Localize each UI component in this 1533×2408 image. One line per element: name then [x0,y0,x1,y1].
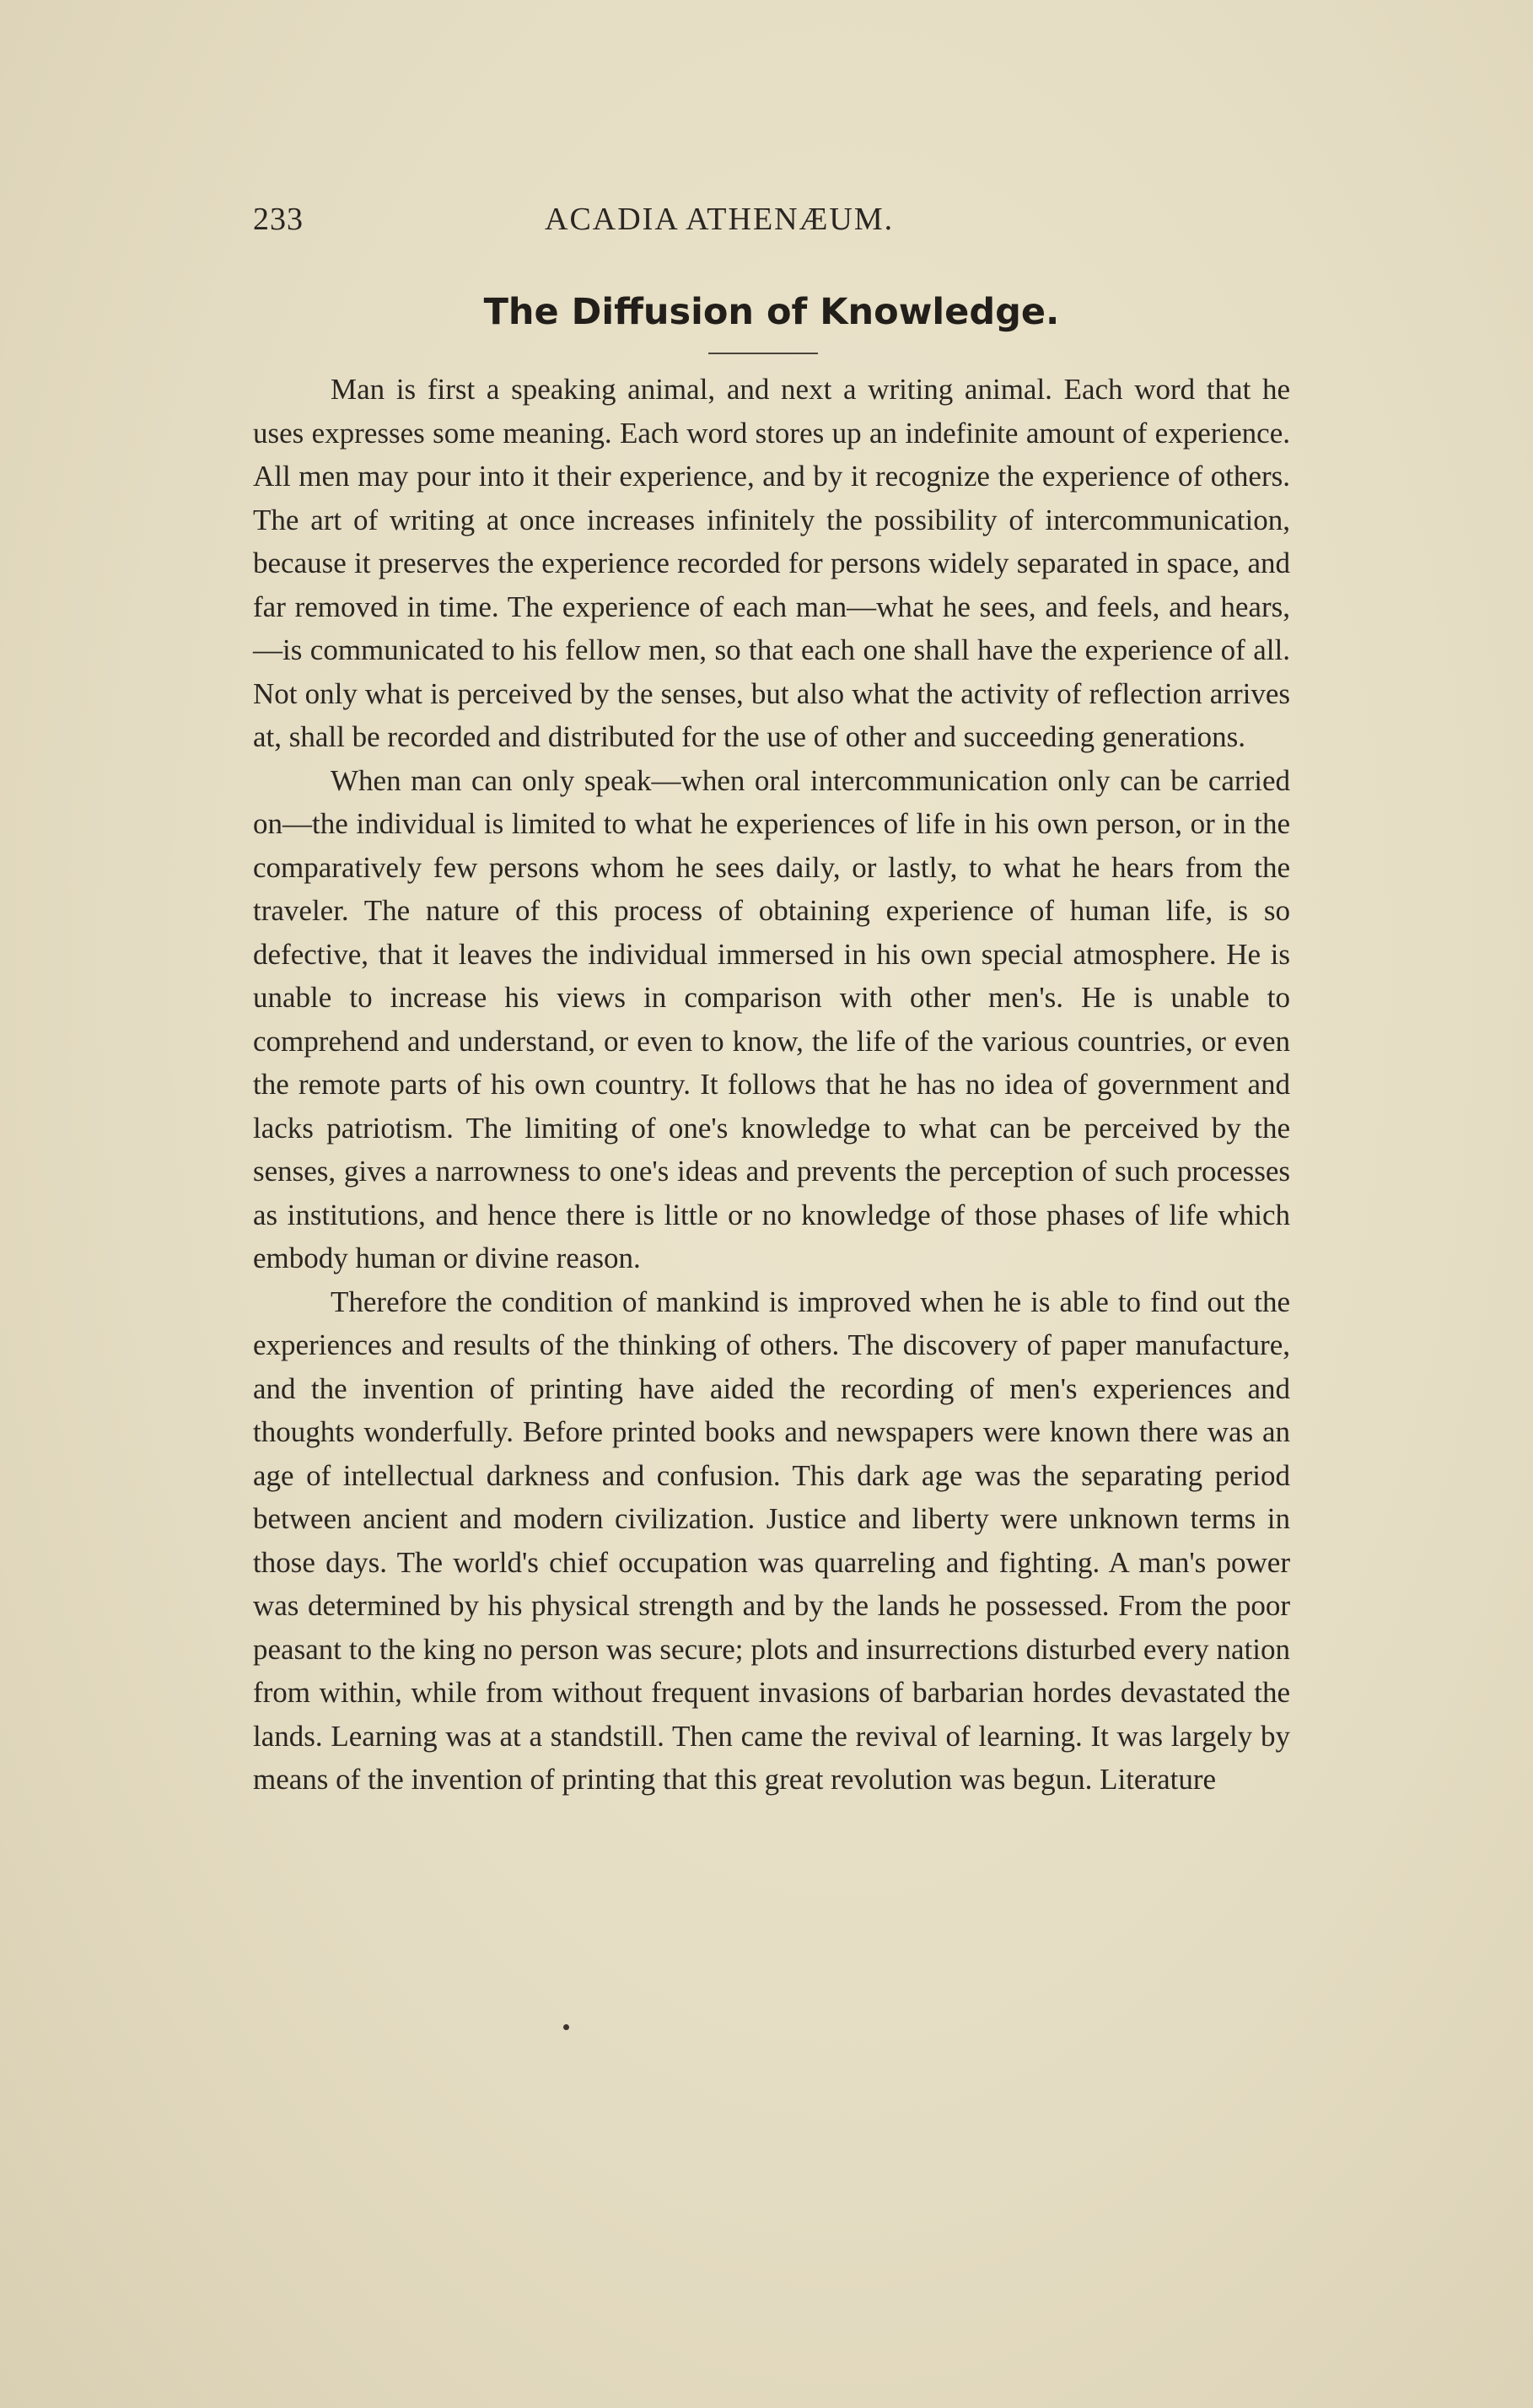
running-head [253,201,1290,243]
page-number: 233 [253,202,304,237]
paragraph: Man is first a speaking animal, and next a writing animal. Each word that he uses expresses some meaning. Each word stores up an indefinite amount of experience. All men may pour into it their experience, and by it recognize the experience of others. The art of writing at once increases infinitely the possibility of intercommunication, because it preserves the experience recorded for persons widely separated in space, and far removed in time. The experience of each man—what he sees, and feels, and hears,—is communicated to his fellow men, so that each one shall have the experience of all. Not only what is perceived by the senses, but also what the activity of reflection arrives at, shall be recorded and distributed for the use of other and succeeding generations. [253,373,1290,753]
article-title: The Diffusion of Knowledge. [483,291,1060,333]
paragraph: When man can only speak—when oral intercommunication only can be carried on—the individual is limited to what he experiences of life in his own person, or in the comparatively few persons whom he sees daily, or lastly, to what he hears from the traveler. The nature of this process of obtaining experience of human life, is so defective, that it leaves the individual immersed in his own special atmosphere. He is unable to increase his views in comparison with other men's. He is unable to comprehend and understand, or even to know, the life of the various countries, or even the remote parts of his own country. It follows that he has no idea of government and lacks patriotism. The limiting of one's knowledge to what can be perceived by the senses, gives a narrowness to one's ideas and prevents the perception of such processes as institutions, and hence there is little or no knowledge of those phases of life which embody human or divine reason. [253,763,1290,1274]
paper-speck [563,2024,569,2030]
title-rule [708,353,818,354]
journal-title: ACADIA ATHENÆUM. [545,202,895,237]
paragraph: Therefore the condition of mankind is improved when he is able to find out the experiences and results of the thinking of others. The discovery of paper manufacture, and the invention of printing have aided the recording of men's experiences and thoughts wonderfully. Before printed books and newspapers were known there was an age of intellectual darkness and confusion. This dark age was the separating period between ancient and modern civilization. Justice and liberty were unknown terms in those days. The world's chief occupation was quarreling and fighting. A man's power was determined by his physical strength and by the lands he possessed. From the poor peasant to the king no person was secure; plots and insurrections disturbed every nation from within, while from without frequent invasions of barbarian hordes devastated the lands. Learning was at a standstill. Then came the revival of learning. It was largely by means of the invention of printing that this great revolution was begun. Literature [253,1285,1290,1796]
article-body [253,368,1290,1802]
